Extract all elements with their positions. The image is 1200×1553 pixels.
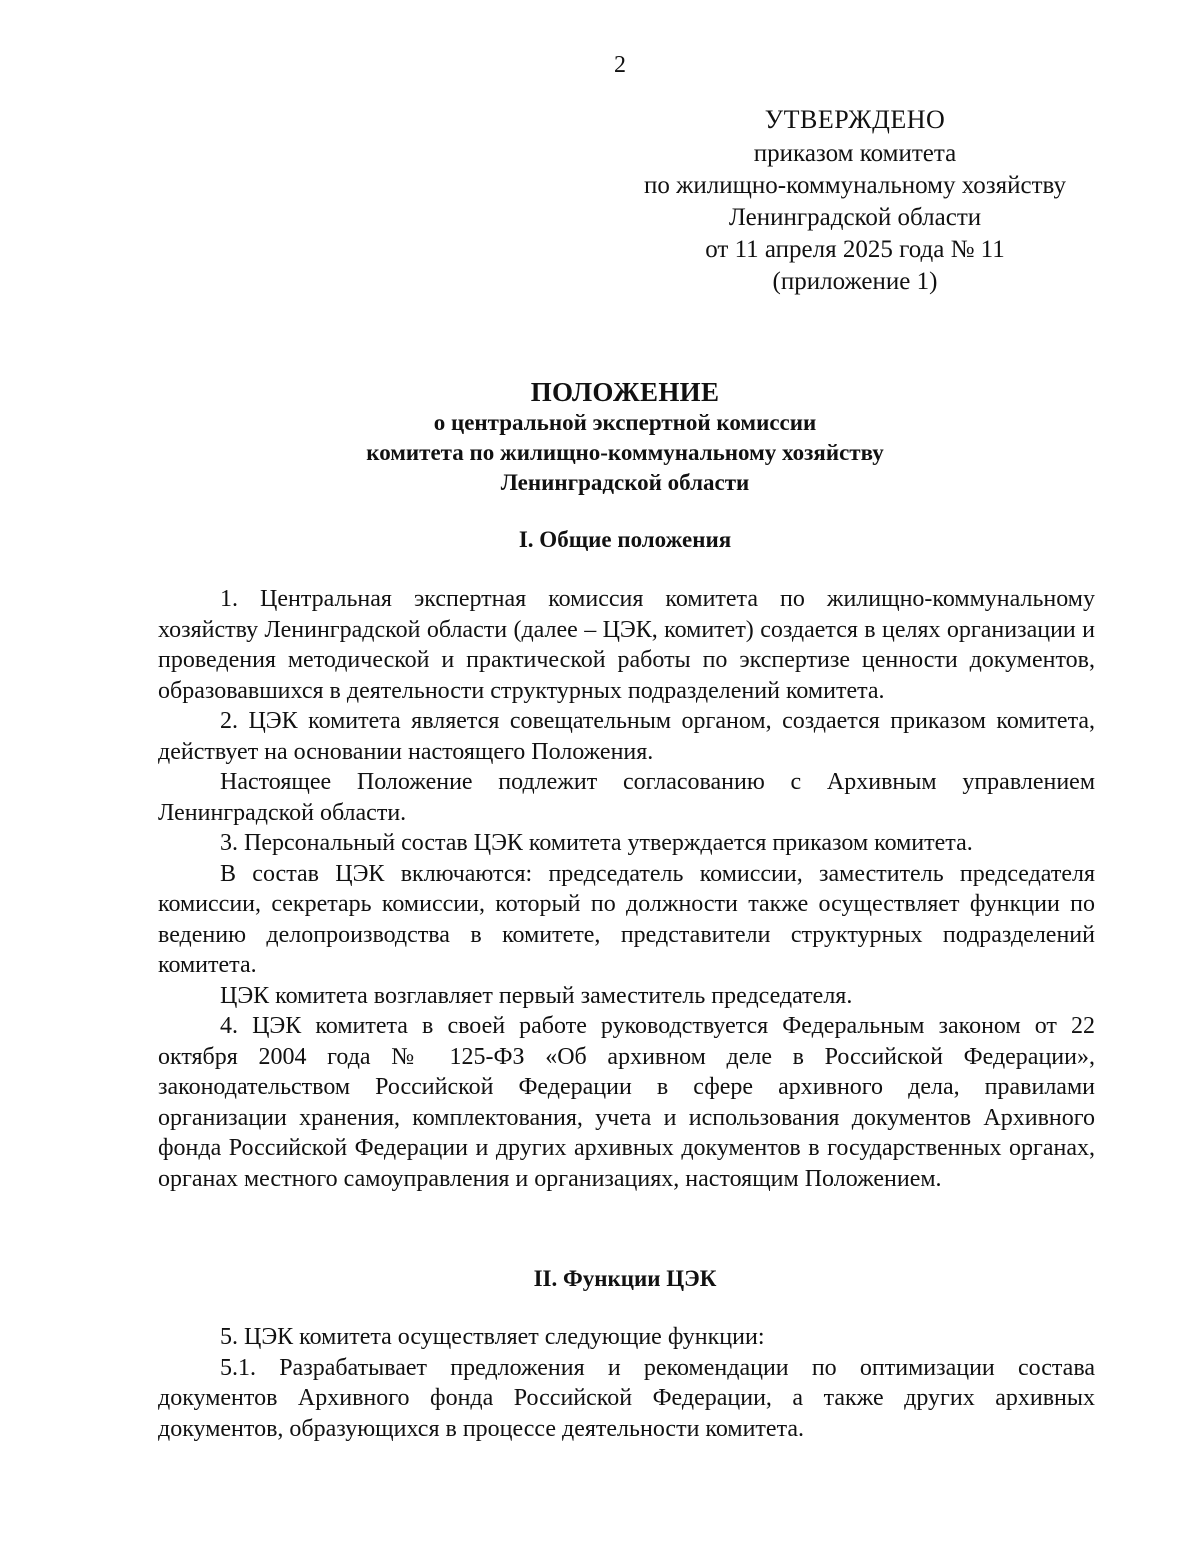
paragraph: 3. Персональный состав ЦЭК комитета утверждается приказом комитета. — [220, 830, 973, 856]
section-body — [158, 584, 1095, 1194]
document-title — [160, 376, 1090, 498]
paragraph: В состав ЦЭК включаются: председатель комиссии, заместитель председателя комиссии, секретарь комиссии, который по должности также осуществляет функции по ведению делопроизводства в комитете, представители структурных подразделений комитета. — [158, 860, 1095, 978]
section-heading: I. Общие положения — [518, 527, 732, 552]
section-heading: II. Функции ЦЭК — [533, 1266, 717, 1291]
approval-line: от 11 апреля 2025 года № 11 — [705, 236, 1005, 263]
section-body — [158, 1322, 1095, 1444]
paragraph: 5.1. Разрабатывает предложения и рекомендации по оптимизации состава документов Архивного фонда Российской Федерации, а также других архивных документов, образующихся в процессе деятельности комитета. — [158, 1354, 1095, 1442]
paragraph: ЦЭК комитета возглавляет первый заместитель председателя. — [220, 982, 853, 1009]
approval-stamp — [620, 104, 1090, 298]
page-number: 2 — [614, 52, 626, 78]
paragraph: 5. ЦЭК комитета осуществляет следующие функции: — [220, 1324, 765, 1350]
paragraph: 1. Центральная экспертная комиссия комитета по жилищно-коммунальному хозяйству Ленинградской области (далее – ЦЭК, комитет) создается в целях организации и проведения методической и практической работы по экспертизе ценности документов, образовавшихся в деятельности структурных подразделений комитета. — [158, 586, 1095, 704]
paragraph: 4. ЦЭК комитета в своей работе руководствуется Федеральным законом от 22 октября 2004 года № 125-ФЗ «Об архивном деле в Российской Федерации», законодательством Российской Федерации в сфере архивного дела, правилами организации хранения, комплектования, учета и использования документов Архивного фонда Российской Федерации и других архивных документов в государственных органах, органах местного самоуправления и организациях, настоящим Положением. — [158, 1013, 1095, 1192]
approval-line: приказом комитета — [753, 140, 957, 167]
title-line: о центральной экспертной комиссии — [433, 410, 817, 435]
approval-line: Ленинградской области — [728, 204, 982, 231]
title-line: Ленинградской области — [500, 470, 750, 495]
paragraph: Настоящее Положение подлежит согласованию с Архивным управлением Ленинградской области. — [158, 769, 1095, 826]
approval-heading: УТВЕРЖДЕНО — [764, 105, 946, 134]
approval-line: (приложение 1) — [772, 268, 938, 295]
paragraph: 2. ЦЭК комитета является совещательным органом, создается приказом комитета, действует на основании настоящего Положения. — [158, 708, 1095, 765]
title-line: комитета по жилищно-коммунальному хозяйству — [366, 440, 884, 465]
approval-line: по жилищно-коммунальному хозяйству — [644, 172, 1066, 199]
title-main: ПОЛОЖЕНИЕ — [530, 377, 720, 407]
